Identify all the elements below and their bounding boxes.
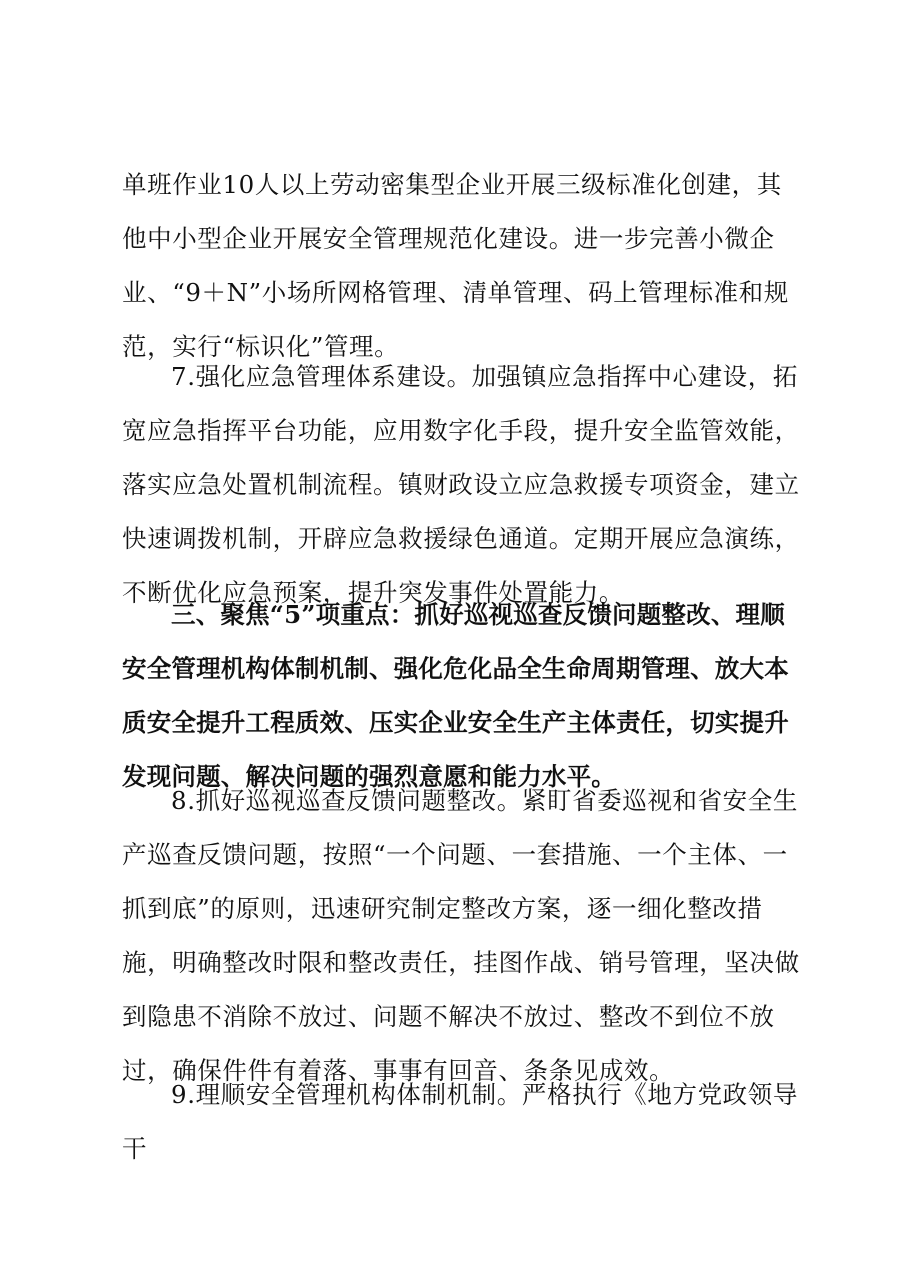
paragraph-item-9-management-structure: 9.理顺安全管理机构体制机制。严格执行《地方党政领导干 [122,1080,798,1163]
paragraph-item-7-emergency-management: 7.强化应急管理体系建设。加强镇应急指挥中心建设，拓宽应急指挥平台功能，应用数字化手段，提升安全监管效能，落实应急处置机制流程。镇财政设立应急救援专项资金，建立快速调拨机制，开辟应急救援绿色通道。定期开展应急演练，不断优化应急预案，提升突发事件处置能力。 [122,362,800,607]
section-heading-three-key-points: 三、聚焦“5”项重点：抓好巡视巡查反馈问题整改、理顺安全管理机构体制机制、强化危化品全生命周期管理、放大本质安全提升工程质效、压实企业安全生产主体责任，切实提升发现问题、解决问题的强烈意愿和能力水平。 [122,600,789,791]
paragraph-continued-standardization: 单班作业10人以上劳动密集型企业开展三级标准化创建，其他中小型企业开展安全管理规范化建设。进一步完善小微企业、“9＋N”小场所网格管理、清单管理、码上管理标准和规范，实行“标识化”管理。 [122,170,789,361]
paragraph-item-8-inspection-rectification: 8.抓好巡视巡查反馈问题整改。紧盯省委巡视和省安全生产巡查反馈问题，按照“一个问题、一套措施、一个主体、一抓到底”的原则，迅速研究制定整改方案，逐一细化整改措施，明确整改时限和整改责任，挂图作战、销号管理，坚决做到隐患不消除不放过、问题不解决不放过、整改不到位不放过，确保件件有着落、事事有回音、条条见成效。 [122,786,800,1085]
